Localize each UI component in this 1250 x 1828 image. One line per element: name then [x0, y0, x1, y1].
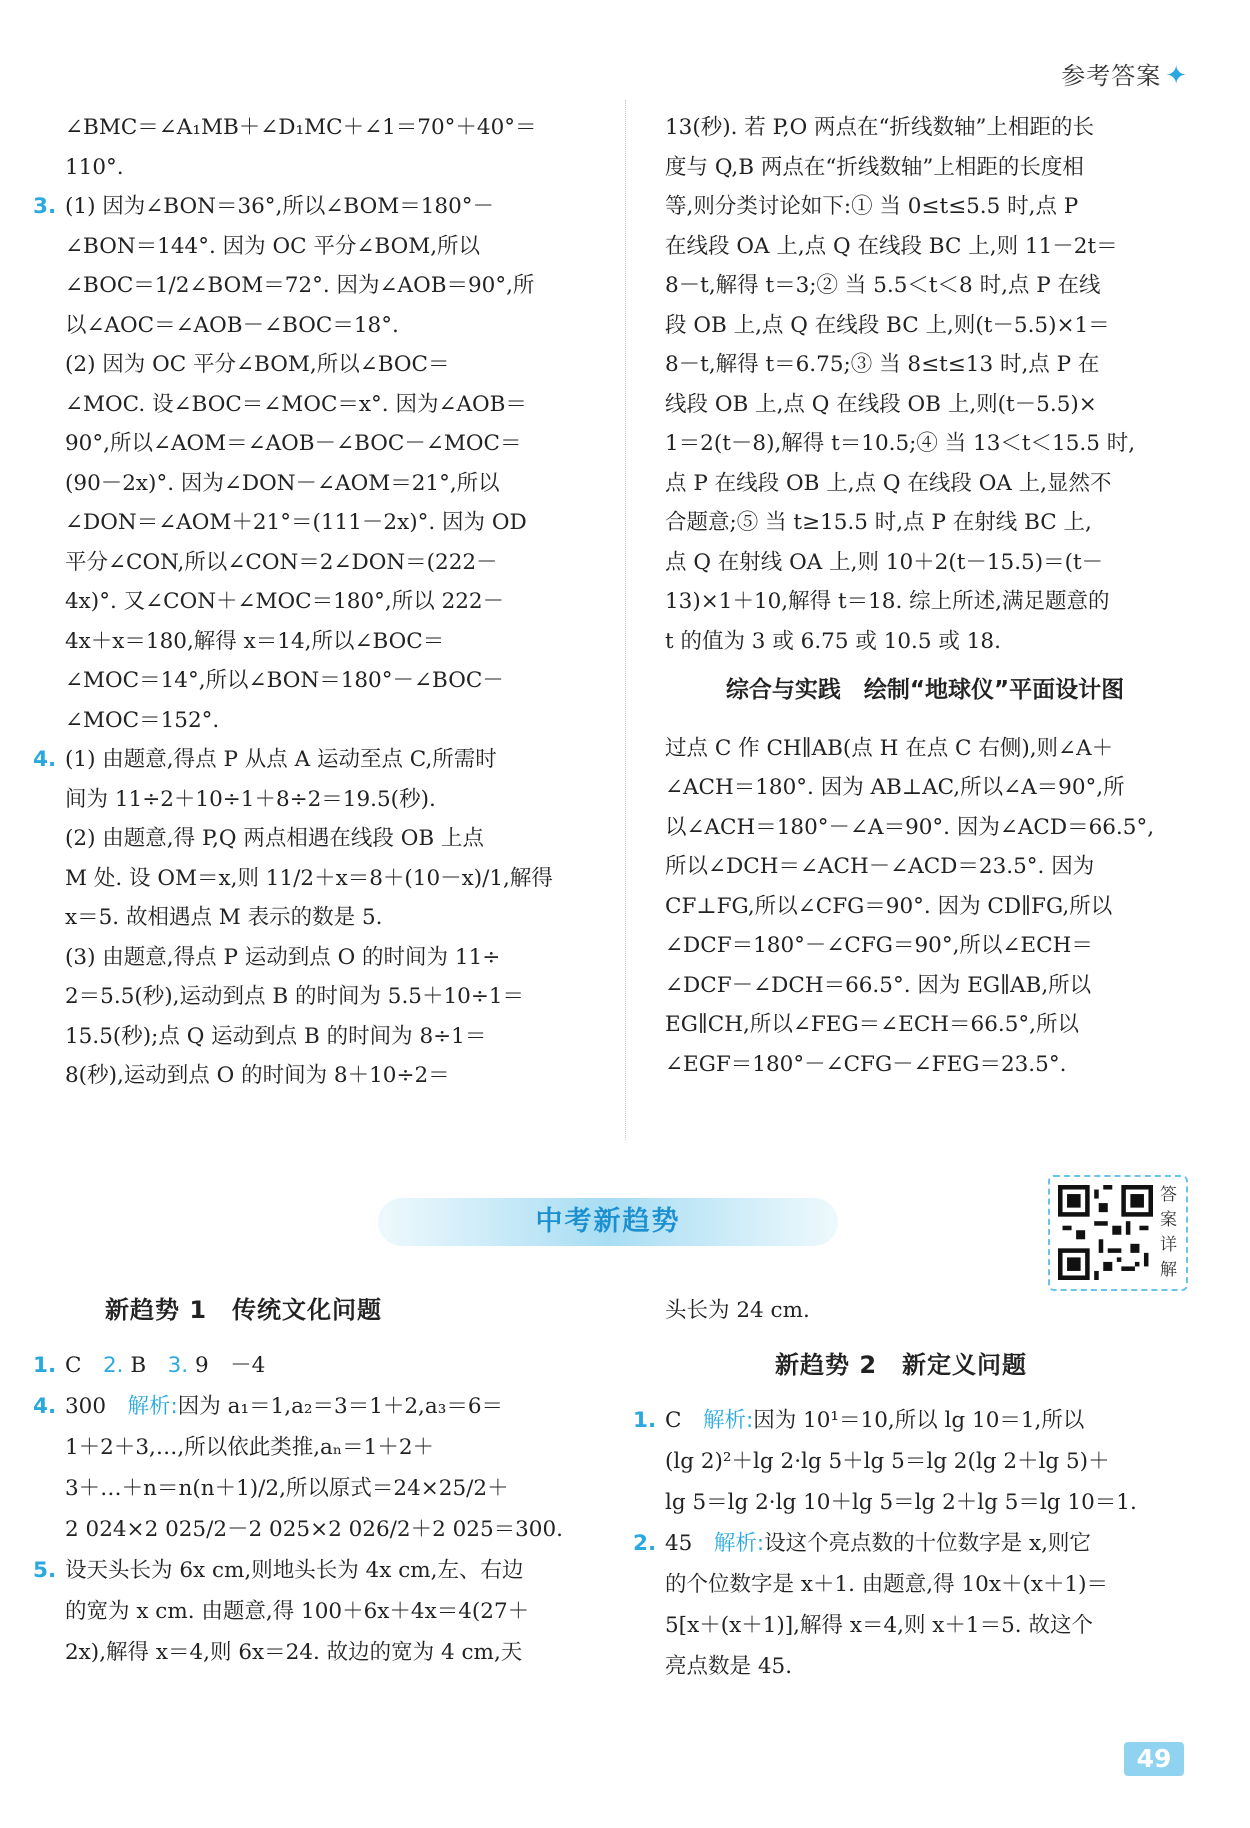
header-tag: [1061, 56, 1188, 91]
text-line: (90－2x)°. 因为∠DON－∠AOM＝21°,所以: [65, 470, 500, 496]
trend-1-answers-1-3: [33, 1345, 585, 1386]
text-line: (1) 由题意,得点 P 从点 A 运动至点 C,所需时: [65, 747, 497, 772]
text-line: ∠MOC. 设∠BOC＝∠MOC＝x°. 因为∠AOB＝: [65, 391, 527, 417]
answer-text: 9 －4: [194, 1353, 266, 1378]
text-line: t 的值为 3 或 6.75 或 10.5 或 18.: [665, 628, 1001, 654]
text-line: 1＋2＋3,…,所以依此类推,aₙ＝1＋2＋: [65, 1435, 435, 1460]
text-line: 设天头长为 6x cm,则地头长为 4x cm,左、右边: [65, 1558, 524, 1583]
text-line: 1＝2(t－8),解得 t＝10.5;④ 当 13＜t＜15.5 时,: [665, 431, 1136, 456]
text-line: ∠EGF＝180°－∠CFG－∠FEG＝23.5°.: [665, 1051, 1067, 1077]
trend-1-answer-4: [33, 1386, 585, 1550]
trend-2-answer-2: [633, 1523, 1185, 1687]
section-title: 综合与实践 绘制“地球仪”平面设计图: [725, 677, 1125, 703]
text-line: lg 5＝lg 2·lg 10＋lg 5＝lg 2＋lg 5＝lg 10＝1.: [665, 1490, 1137, 1515]
trend-1-title: 新趋势 1 传统文化问题: [105, 1296, 383, 1324]
page-number: 49: [1124, 1742, 1184, 1776]
text-line: 的宽为 x cm. 由题意,得 100＋6x＋4x＝4(27＋: [65, 1599, 530, 1624]
answer-text: B: [130, 1353, 168, 1378]
text-line: 8－t,解得 t＝3;② 当 5.5＜t＜8 时,点 P 在线: [665, 273, 1101, 298]
text-line: 所以∠DCH＝∠ACH－∠ACD＝23.5°. 因为: [665, 854, 1095, 879]
text-line: 15.5(秒);点 Q 运动到点 B 的时间为 8÷1＝: [65, 1023, 487, 1049]
text-line: ∠BOC＝1/2∠BOM＝72°. 因为∠AOB＝90°,所: [65, 273, 535, 298]
trend-2-answer-1: [633, 1400, 1185, 1523]
qr-code-icon[interactable]: [1058, 1185, 1153, 1280]
text-line: 2 024×2 025/2－2 025×2 026/2＋2 025＝300.: [65, 1517, 563, 1542]
answer-text: 因为 10¹＝10,所以 lg 10＝1,所以: [753, 1408, 1085, 1433]
question-number: 4.: [33, 1394, 57, 1419]
analysis-label: 解析:: [713, 1531, 765, 1556]
qr-code-box[interactable]: [1048, 1175, 1188, 1291]
text-line: 13)×1＋10,解得 t＝18. 综上所述,满足题意的: [665, 589, 1110, 614]
text-line: 5[x＋(x＋1)],解得 x＝4,则 x＋1＝5. 故这个: [665, 1613, 1093, 1638]
section-banner: 中考新趋势: [378, 1198, 838, 1246]
text-line: 8－t,解得 t＝6.75;③ 当 8≤t≤13 时,点 P 在: [665, 352, 1100, 377]
text-line: (3) 由题意,得点 P 运动到点 O 的时间为 11÷: [65, 944, 501, 970]
text-line: 过点 C 作 CH∥AB(点 H 在点 C 右侧),则∠A＋: [665, 735, 1114, 761]
text-line: 合题意;⑤ 当 t≥15.5 时,点 P 在射线 BC 上,: [665, 510, 1092, 535]
text-line: 点 Q 在射线 OA 上,则 10＋2(t－15.5)＝(t－: [665, 549, 1104, 575]
text-line: ∠MOC＝152°.: [65, 707, 220, 733]
analysis-label: 解析:: [702, 1408, 754, 1433]
question-number: 5.: [33, 1558, 57, 1583]
text-line: [665, 1523, 1185, 1564]
text-line: (2) 因为 OC 平分∠BOM,所以∠BOC＝: [65, 352, 450, 377]
text-line: ∠DCF＝180°－∠CFG＝90°,所以∠ECH＝: [665, 933, 1093, 958]
column-divider: [625, 100, 626, 1140]
question-number: 1.: [633, 1408, 657, 1433]
text-line: 度与 Q,B 两点在“折线数轴”上相距的长度相: [665, 154, 1084, 180]
text-line: 4x)°. 又∠CON＋∠MOC＝180°,所以 222－: [65, 589, 505, 614]
answer-text: 45: [665, 1531, 714, 1556]
text-line: [665, 1400, 1185, 1441]
answer-3: [33, 187, 585, 740]
text-line: ∠MOC＝14°,所以∠BON＝180°－∠BOC－: [65, 668, 504, 693]
text-line: 的个位数字是 x＋1. 由题意,得 10x＋(x＋1)＝: [665, 1572, 1109, 1597]
text-line: ∠ACH＝180°. 因为 AB⊥AC,所以∠A＝90°,所: [665, 775, 1125, 800]
text-line: 点 P 在线段 OB 上,点 Q 在线段 OA 上,显然不: [665, 470, 1112, 496]
text-line: 段 OB 上,点 Q 在线段 BC 上,则(t－5.5)×1＝: [665, 312, 1110, 338]
answer-text: C: [665, 1408, 703, 1433]
text-line: 13(秒). 若 P,O 两点在“折线数轴”上相距的长: [665, 115, 1095, 140]
text-line: M 处. 设 OM＝x,则 11/2＋x＝8＋(10－x)/1,解得: [65, 865, 553, 891]
text-line: ∠DCF－∠DCH＝66.5°. 因为 EG∥AB,所以: [665, 972, 1092, 998]
answer-text: 因为 a₁＝1,a₂＝3＝1＋2,a₃＝6＝: [177, 1394, 504, 1419]
qr-label: 答案详解: [1160, 1185, 1177, 1280]
text-line: 110°.: [65, 154, 124, 180]
left-column: [33, 108, 585, 1096]
text-line: 90°,所以∠AOM＝∠AOB－∠BOC－∠MOC＝: [65, 431, 522, 456]
text-line: 2x),解得 x＝4,则 6x＝24. 故边的宽为 4 cm,天: [65, 1640, 523, 1665]
header-label: 参考答案: [1061, 62, 1162, 90]
text-line: 间为 11÷2＋10÷1＋8÷2＝19.5(秒).: [65, 786, 436, 812]
text-line: ∠BON＝144°. 因为 OC 平分∠BOM,所以: [65, 233, 481, 259]
text-line: x＝5. 故相遇点 M 表示的数是 5.: [65, 905, 383, 930]
question-number: 4.: [33, 747, 57, 772]
text-line: (1) 因为∠BON＝36°,所以∠BOM＝180°－: [65, 194, 495, 219]
text-line: 等,则分类讨论如下:① 当 0≤t≤5.5 时,点 P: [665, 194, 1079, 219]
text-line: 头长为 24 cm.: [665, 1298, 810, 1323]
text-line: 3＋…＋n＝n(n＋1)/2,所以原式＝24×25/2＋: [65, 1476, 509, 1501]
text-line: 平分∠CON,所以∠CON＝2∠DON＝(222－: [65, 549, 498, 575]
text-line: (lg 2)²＋lg 2·lg 5＋lg 5＝lg 2(lg 2＋lg 5)＋: [665, 1449, 1110, 1474]
answer-continuation: [65, 108, 585, 187]
text-line: EG∥CH,所以∠FEG＝∠ECH＝66.5°,所以: [665, 1012, 1080, 1037]
text-line: [65, 1386, 585, 1427]
text-line: 4x＋x＝180,解得 x＝14,所以∠BOC＝: [65, 628, 445, 654]
question-number: 2.: [102, 1353, 124, 1378]
question-number: 3.: [167, 1353, 189, 1378]
question-number: 3.: [33, 194, 57, 219]
text-line: 以∠ACH＝180°－∠A＝90°. 因为∠ACD＝66.5°,: [665, 814, 1155, 840]
text-line: 亮点数是 45.: [665, 1654, 793, 1679]
text-line: 线段 OB 上,点 Q 在线段 OB 上,则(t－5.5)×: [665, 391, 1097, 417]
answer-text: 设这个亮点数的十位数字是 x,则它: [764, 1531, 1091, 1556]
text-line: 8(秒),运动到点 O 的时间为 8＋10÷2＝: [65, 1063, 450, 1088]
text-line: 以∠AOC＝∠AOB－∠BOC＝18°.: [65, 312, 399, 338]
trend-1-answer-5: [33, 1550, 585, 1673]
text-line: CF⊥FG,所以∠CFG＝90°. 因为 CD∥FG,所以: [665, 893, 1113, 919]
answer-4: [33, 740, 585, 1096]
text-line: 在线段 OA 上,点 Q 在线段 BC 上,则 11－2t＝: [665, 233, 1118, 259]
text-line: (2) 由题意,得 P,Q 两点相遇在线段 OB 上点: [65, 826, 484, 851]
question-number: 1.: [33, 1353, 57, 1378]
text-line: ∠BMC＝∠A₁MB＋∠D₁MC＋∠1＝70°＋40°＝: [65, 115, 537, 140]
question-number: 2.: [633, 1531, 657, 1556]
answer-text: 300: [65, 1394, 128, 1419]
answer-text: C: [65, 1353, 103, 1378]
text-line: 2＝5.5(秒),运动到点 B 的时间为 5.5＋10÷1＝: [65, 984, 525, 1009]
trend-2-title: 新趋势 2 新定义问题: [775, 1351, 1028, 1379]
trend-1-section: [33, 1290, 585, 1673]
text-line: [65, 1345, 585, 1386]
text-line: ∠DON＝∠AOM＋21°＝(111－2x)°. 因为 OD: [65, 510, 527, 535]
sparkle-icon: ✦: [1165, 61, 1188, 91]
analysis-label: 解析:: [127, 1394, 178, 1419]
right-column: [665, 108, 1185, 1084]
trend-2-section: [633, 1290, 1185, 1687]
